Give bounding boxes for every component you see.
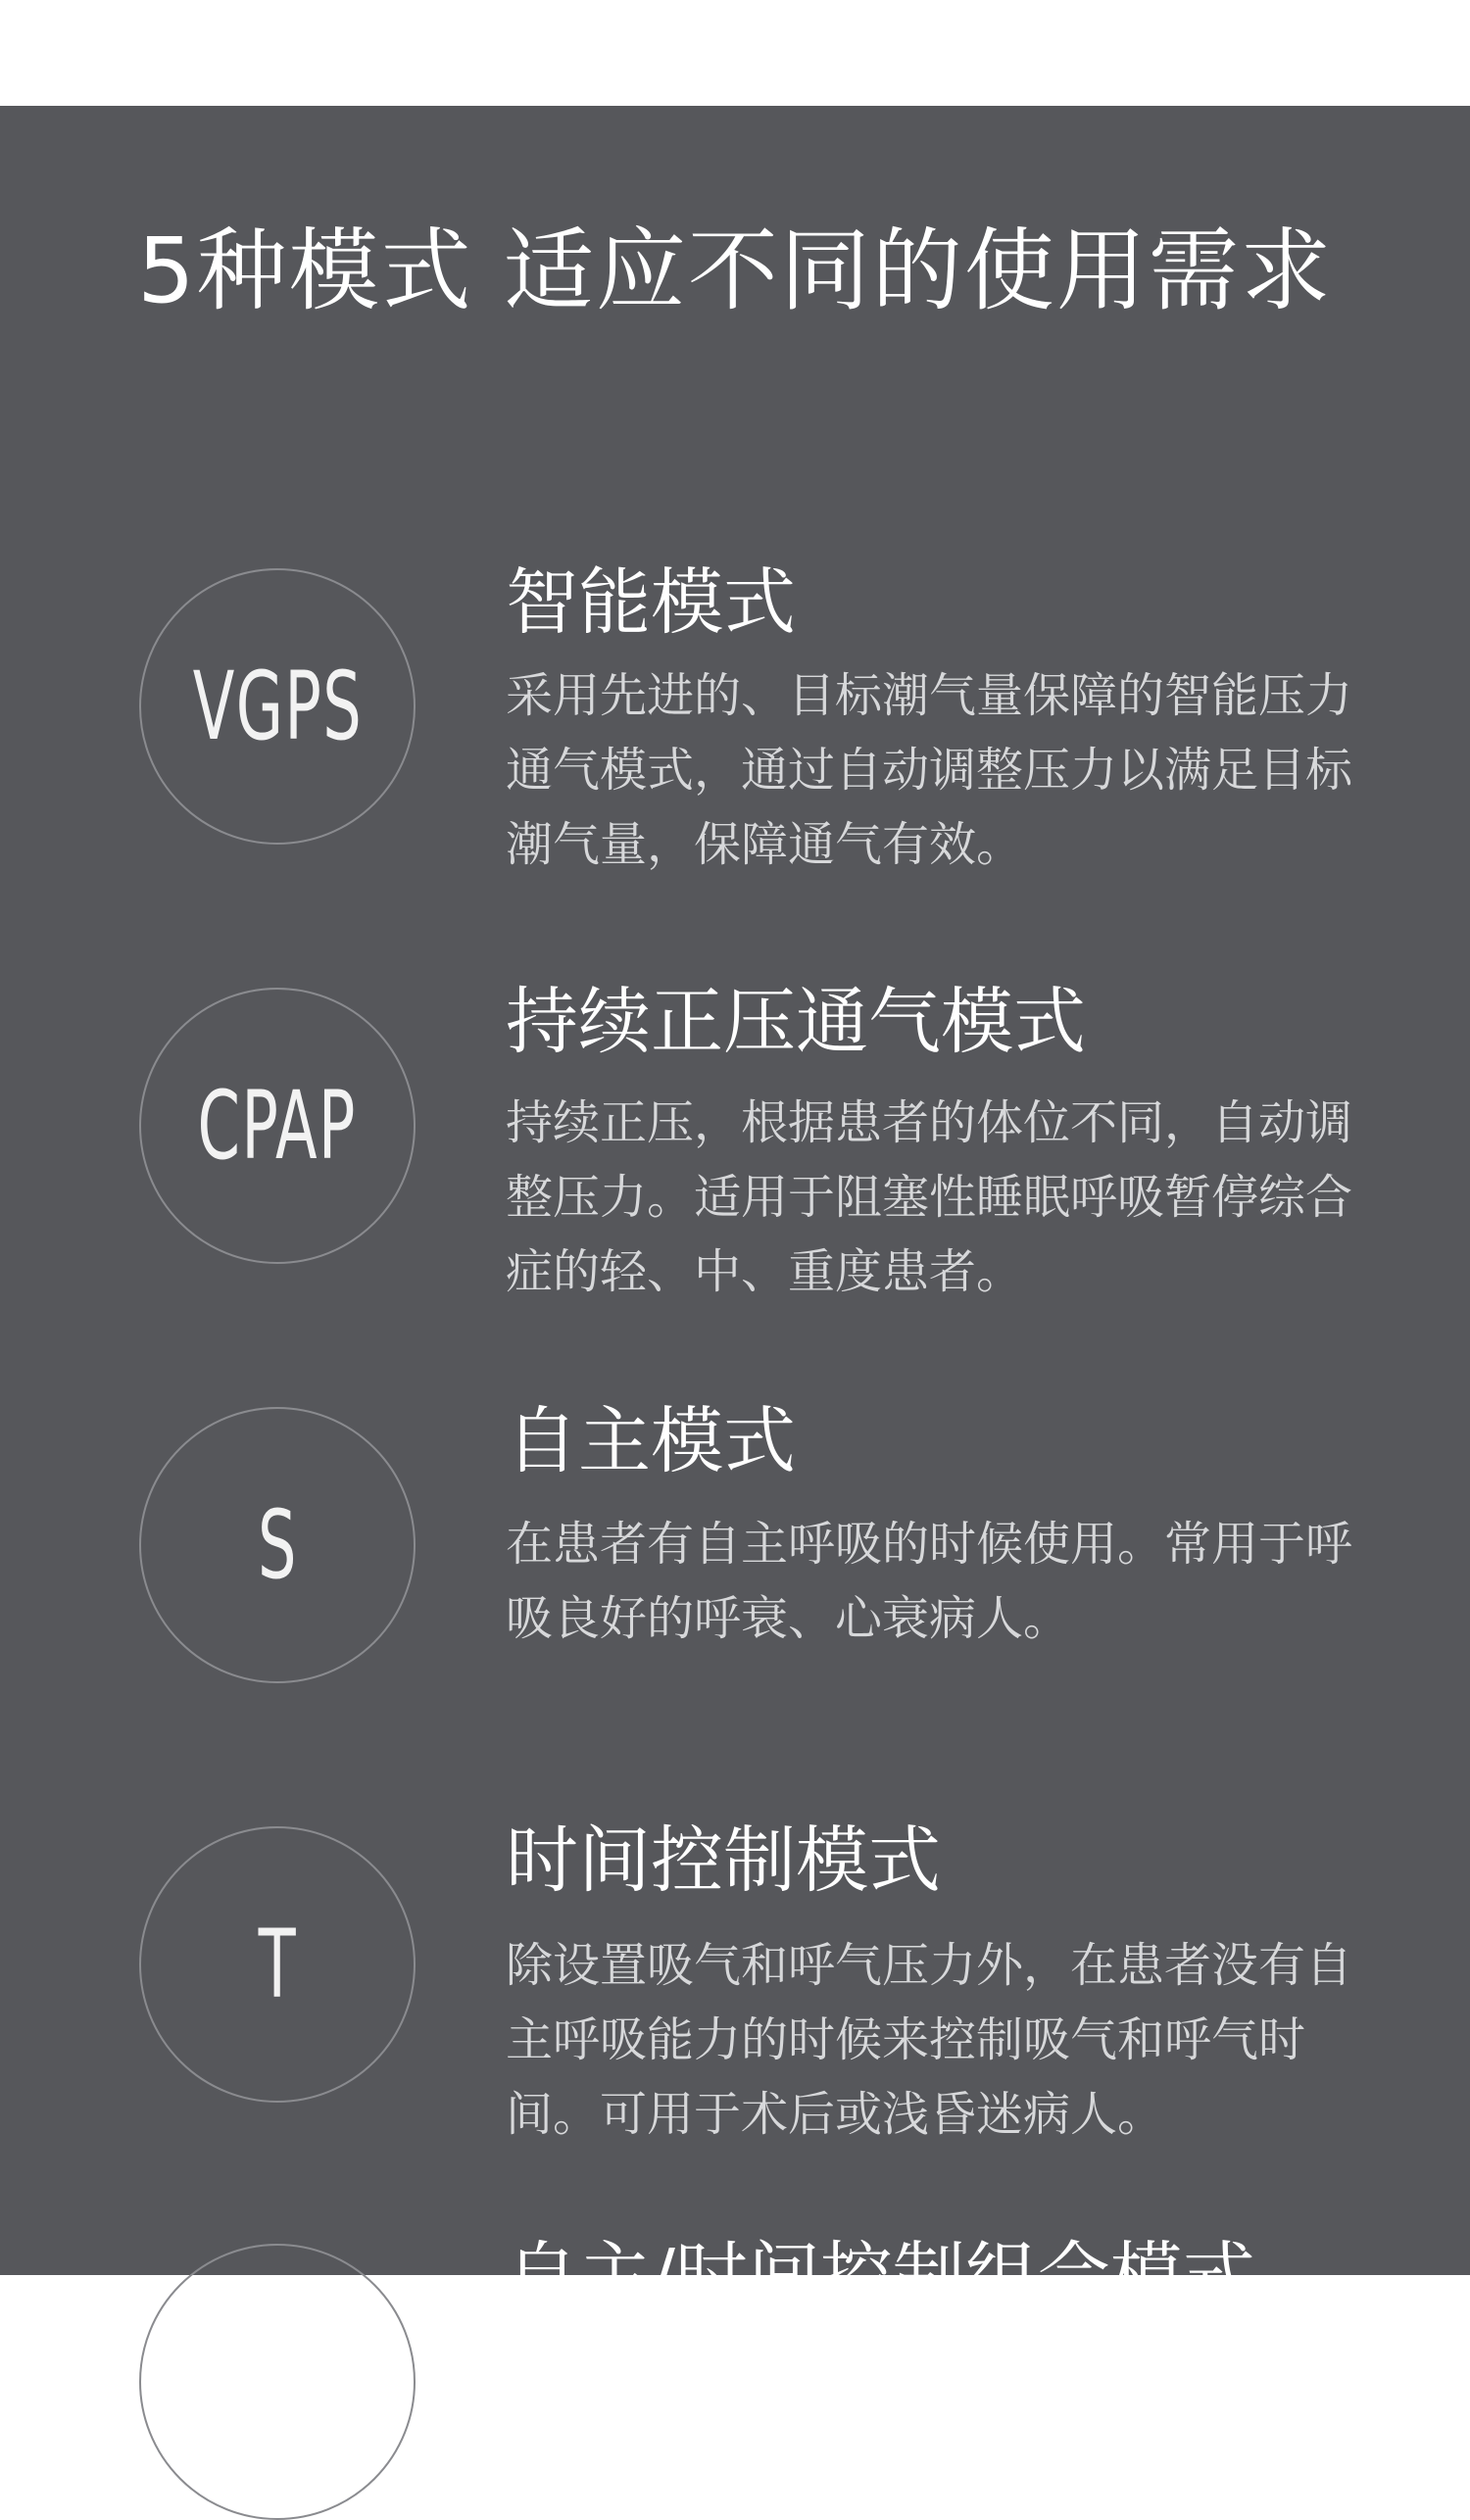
page-headline: 5种模式 适应不同的使用需求 [137, 218, 1333, 323]
mode-title: 持续正压通气模式 [506, 980, 1086, 1064]
mode-title: 智能模式 [506, 560, 796, 645]
mode-description: 持续正压，根据患者的体位不同，自动调整压力。适用于阻塞性睡眠呼吸暂停综合症的轻、中、重度患者。 [506, 1095, 1353, 1299]
mode-title: 自主模式 [506, 1399, 796, 1483]
mode-badge-cpap [139, 988, 416, 1264]
mode-badge-label: VGPS [192, 652, 363, 761]
mode-badge-vgps [139, 568, 416, 845]
mode-badge-label: T [258, 1910, 297, 2019]
mode-description: 在患者有自主呼吸的时候使用。常用于呼吸良好的呼衰、心衰病人。 [506, 1517, 1353, 1646]
mode-description: 采用先进的、目标潮气量保障的智能压力通气模式，通过自动调整压力以满足目标潮气量，保障通气有效。 [506, 668, 1353, 872]
mode-badge-label: CPAP [197, 1071, 358, 1181]
top-white-strip [0, 0, 1470, 106]
mode-description: 除设置吸气和呼气压力外，在患者没有自主呼吸能力的时候来控制吸气和呼气时间。可用于术后或浅昏迷病人。 [506, 1938, 1353, 2142]
mode-badge-st [139, 2244, 416, 2520]
mode-badge-s [139, 1407, 416, 1683]
mode-badge-label: S [257, 1490, 298, 1600]
mode-badge-t [139, 1826, 416, 2103]
mode-title: 时间控制模式 [506, 1818, 941, 1903]
mode-title: 自主/时间控制组合模式 [506, 2234, 1255, 2318]
